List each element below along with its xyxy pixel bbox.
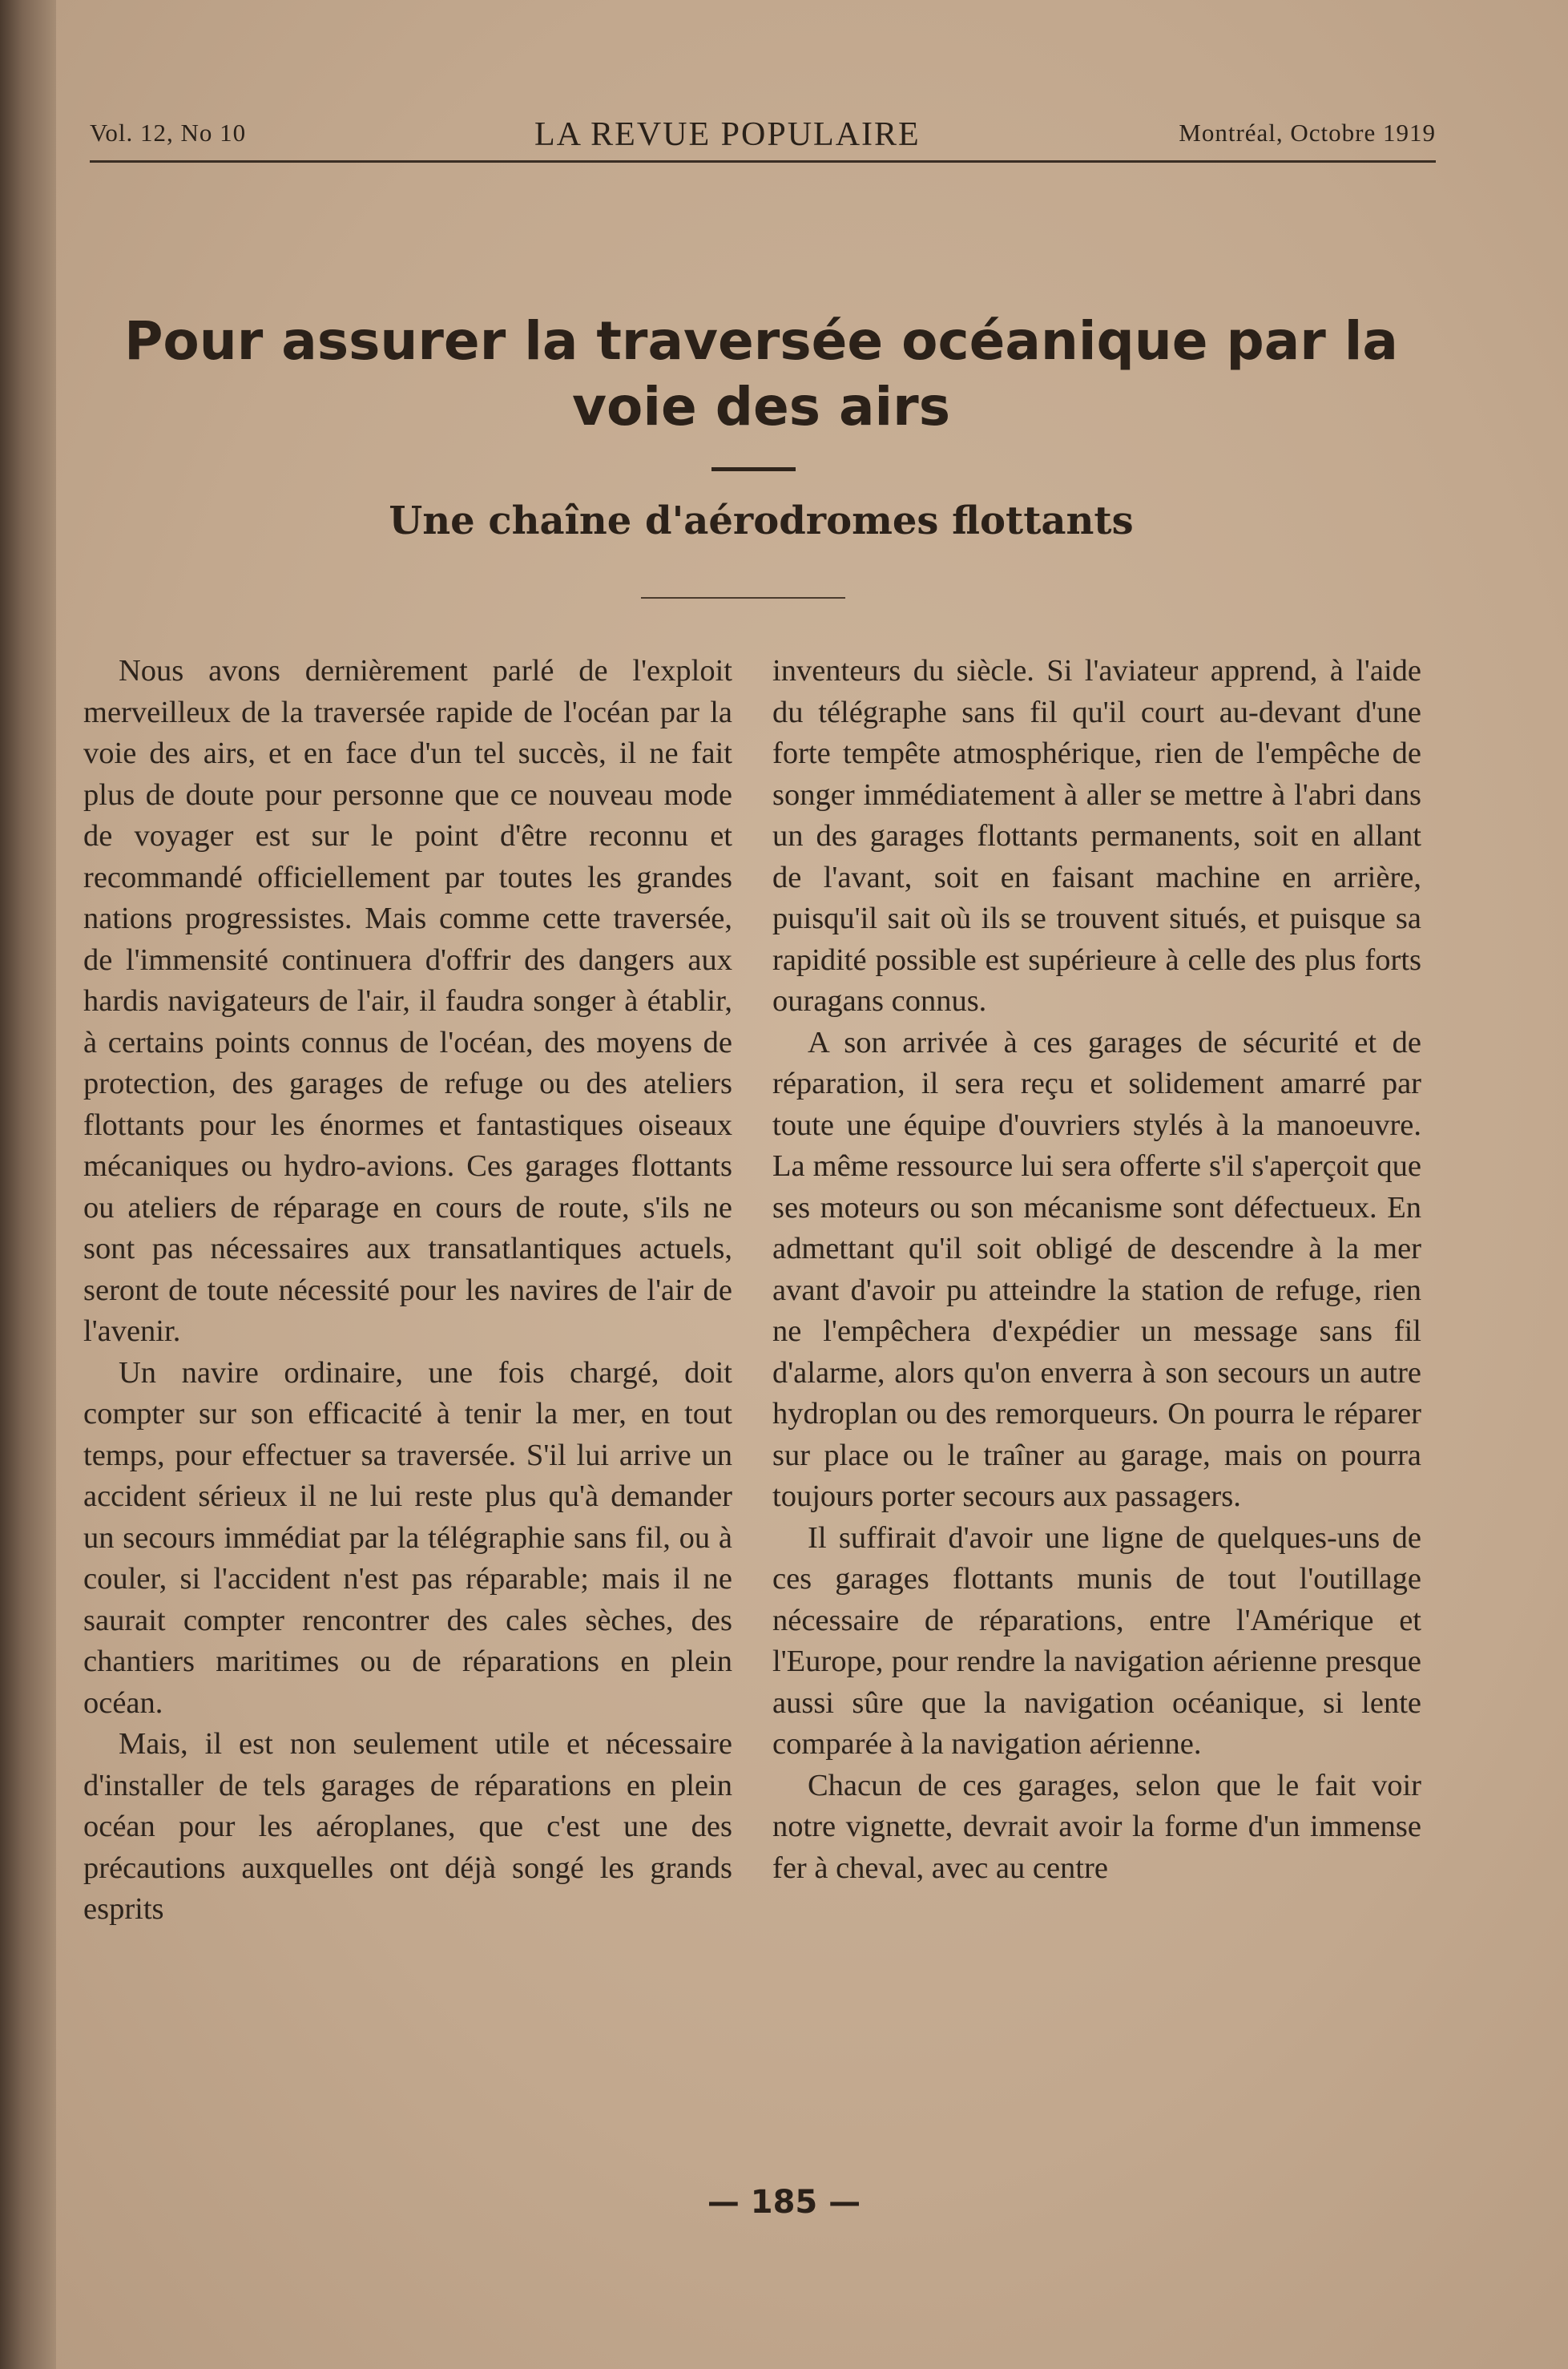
paragraph: Un navire ordinaire, une fois chargé, doit compter sur son efficacité à tenir la mer, en tout temps, pour effectuer sa traversée. S'il lui arrive un accident sérieux il ne lui reste plus qu'à demander un secours immédiat par la télégraphie sans fil, ou à couler, si l'accident n'est pas réparable; mais il ne saurait compter rencontrer des cales sèches, des chantiers maritimes ou de réparations en plein océan. <box>83 1355 732 1720</box>
left-column <box>83 651 732 1931</box>
header-rule <box>90 160 1436 163</box>
article-subtitle: Une chaîne d'aérodromes flottants <box>389 498 1134 543</box>
binding-shadow <box>0 0 56 2369</box>
subtitle-divider <box>641 597 845 599</box>
right-column <box>772 651 1421 1889</box>
volume-number: Vol. 12, No 10 <box>90 119 247 147</box>
place-date: Montréal, Octobre 1919 <box>1179 119 1436 147</box>
running-header <box>90 112 1436 160</box>
paragraph: Nous avons dernièrement parlé de l'exploit merveilleux de la traversée rapide de l'océan par la voie des airs, et en face d'un tel succès, il ne fait plus de doute pour personne que ce nouveau mode de voyager est sur le point d'être reconnu et recommandé officiellement par toutes les grandes nations progressistes. Mais comme cette traversée, de l'immensité continuera d'offrir des dangers aux hardis navigateurs de l'air, il faudra songer à établir, à certains points connus de l'océan, des moyens de protection, des garages de refuge ou des ateliers flottants pour les énormes et fantastiques oiseaux mécaniques ou hydro-avions. Ces garages flottants ou ateliers de réparage en cours de route, s'ils ne sont pas nécessaires aux transatlantiques actuels, seront de toute nécessité pour les navires de l'air de l'avenir. <box>83 654 732 1348</box>
paragraph: A son arrivée à ces garages de sécurité et de réparation, il sera reçu et solidement amarré par toute une équipe d'ouvriers stylés à la manoeuvre. La même ressource lui sera offerte s'il s'aperçoit que ses moteurs ou son mécanisme sont défectueux. En admettant qu'il soit obligé de descendre à la mer avant d'avoir pu atteindre la station de refuge, rien ne l'empêchera d'expédier un message sans fil d'alarme, alors qu'on enverra à son secours un autre hydroplan ou des remorqueurs. On pourra le réparer sur place ou le traîner au garage, mais on pourra toujours porter secours aux passagers. <box>772 1025 1421 1513</box>
publication-name: LA REVUE POPULAIRE <box>534 116 921 153</box>
article-title: Pour assurer la traversée océanique par la voie des airs <box>124 310 1398 438</box>
title-divider <box>711 467 796 471</box>
paragraph: inventeurs du siècle. Si l'aviateur apprend, à l'aide du télégraphe sans fil qu'il court au-devant d'une forte tempête atmosphérique, rien de l'empêche de songer immédiatement à aller se mettre à l'abri dans un des garages flottants permanents, soit en allant de l'avant, soit en faisant machine en arrière, puisqu'il sait où ils se trouvent situés, et puisque sa rapidité possible est supérieure à celle des plus forts ouragans connus. <box>772 654 1421 1018</box>
page-number: — 185 — <box>707 2184 861 2221</box>
paragraph: Il suffirait d'avoir une ligne de quelques-uns de ces garages flottants munis de tout l'outillage nécessaire de réparations, entre l'Amérique et l'Europe, pour rendre la navigation aérienne presque aussi sûre que la navigation océanique, si lente comparée à la navigation aérienne. <box>772 1520 1421 1761</box>
paragraph: Mais, il est non seulement utile et nécessaire d'installer de tels garages de réparations en plein océan pour les aéroplanes, que c'est une des précautions auxquelles ont déjà songé les grands esprits <box>83 1727 732 1926</box>
paragraph: Chacun de ces garages, selon que le fait voir notre vignette, devrait avoir la forme d'un immense fer à cheval, avec au centre <box>772 1768 1421 1885</box>
